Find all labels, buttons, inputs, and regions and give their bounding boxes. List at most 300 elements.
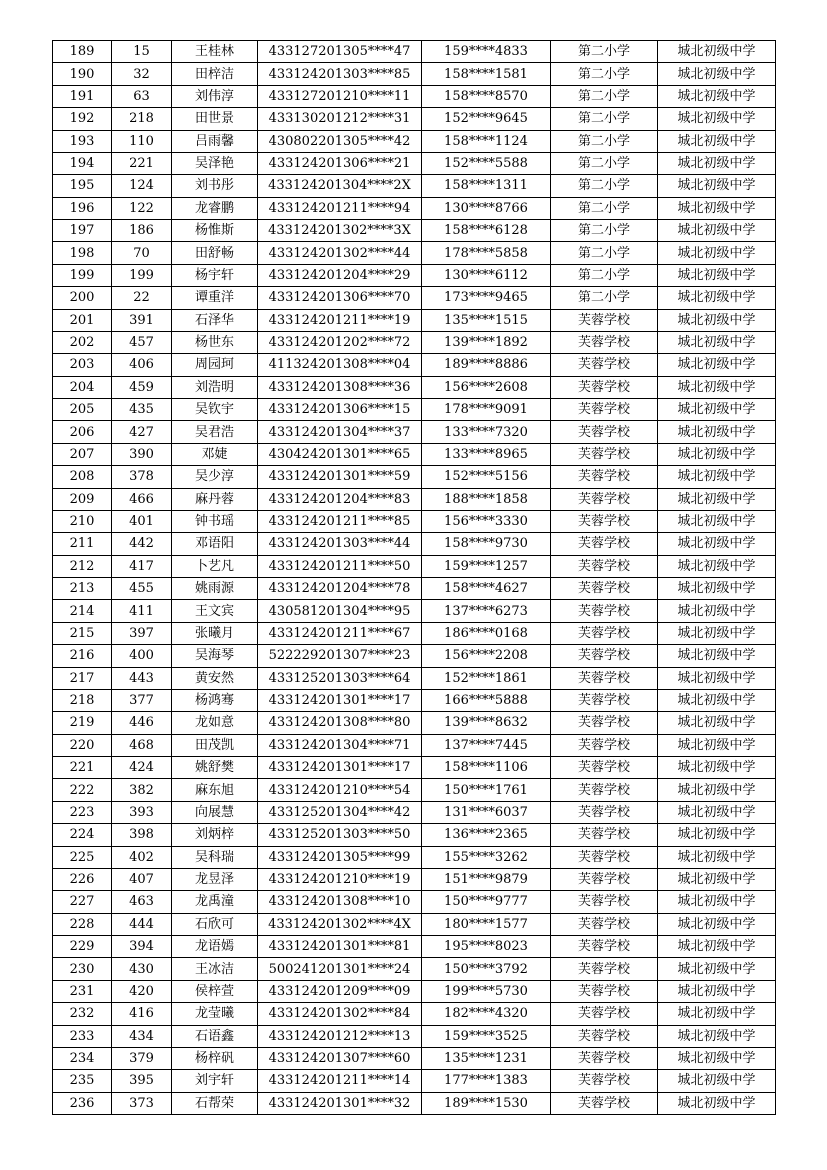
name-cell: 刘书彤: [172, 175, 258, 197]
student-number-cell: 391: [112, 309, 172, 331]
phone-cell: 137****6273: [422, 600, 551, 622]
primary-school-cell: 第二小学: [551, 220, 658, 242]
student-number-cell: 70: [112, 242, 172, 264]
phone-cell: 130****8766: [422, 197, 551, 219]
assigned-middle-school-cell: 城北初级中学: [658, 63, 776, 85]
row-number-cell: 221: [53, 757, 112, 779]
student-number-cell: 394: [112, 936, 172, 958]
table-row: [53, 824, 776, 846]
row-number-cell: 190: [53, 63, 112, 85]
id-number-cell: 430424201301****65: [258, 443, 422, 465]
phone-cell: 158****9730: [422, 533, 551, 555]
name-cell: 田梓洁: [172, 63, 258, 85]
row-number-cell: 235: [53, 1070, 112, 1092]
row-number-cell: 213: [53, 578, 112, 600]
assigned-middle-school-cell: 城北初级中学: [658, 734, 776, 756]
name-cell: 龙睿鹏: [172, 197, 258, 219]
phone-cell: 156****2608: [422, 376, 551, 398]
assigned-middle-school-cell: 城北初级中学: [658, 130, 776, 152]
assigned-middle-school-cell: 城北初级中学: [658, 197, 776, 219]
name-cell: 刘浩明: [172, 376, 258, 398]
row-number-cell: 209: [53, 488, 112, 510]
name-cell: 杨梓矾: [172, 1047, 258, 1069]
id-number-cell: 430581201304****95: [258, 600, 422, 622]
table-row: [53, 466, 776, 488]
table-row: [53, 846, 776, 868]
assigned-middle-school-cell: 城北初级中学: [658, 443, 776, 465]
primary-school-cell: 芙蓉学校: [551, 757, 658, 779]
name-cell: 龙莹曦: [172, 1003, 258, 1025]
phone-cell: 152****5156: [422, 466, 551, 488]
id-number-cell: 433127201305****47: [258, 41, 422, 63]
row-number-cell: 217: [53, 667, 112, 689]
table-row: [53, 600, 776, 622]
table-row: [53, 264, 776, 286]
student-number-cell: 402: [112, 846, 172, 868]
row-number-cell: 215: [53, 622, 112, 644]
name-cell: 吴君浩: [172, 421, 258, 443]
table-row: [53, 63, 776, 85]
phone-cell: 150****3792: [422, 958, 551, 980]
assigned-middle-school-cell: 城北初级中学: [658, 41, 776, 63]
table-row: [53, 667, 776, 689]
assigned-middle-school-cell: 城北初级中学: [658, 533, 776, 555]
student-number-cell: 466: [112, 488, 172, 510]
id-number-cell: 433124201211****67: [258, 622, 422, 644]
student-number-cell: 390: [112, 443, 172, 465]
assigned-middle-school-cell: 城北初级中学: [658, 1047, 776, 1069]
phone-cell: 135****1515: [422, 309, 551, 331]
id-number-cell: 411324201308****04: [258, 354, 422, 376]
student-number-cell: 22: [112, 287, 172, 309]
primary-school-cell: 芙蓉学校: [551, 331, 658, 353]
phone-cell: 199****5730: [422, 980, 551, 1002]
student-number-cell: 468: [112, 734, 172, 756]
name-cell: 吴科瑞: [172, 846, 258, 868]
assigned-middle-school-cell: 城北初级中学: [658, 600, 776, 622]
student-number-cell: 398: [112, 824, 172, 846]
phone-cell: 150****1761: [422, 779, 551, 801]
row-number-cell: 211: [53, 533, 112, 555]
assigned-middle-school-cell: 城北初级中学: [658, 891, 776, 913]
table-row: [53, 1025, 776, 1047]
assigned-middle-school-cell: 城北初级中学: [658, 421, 776, 443]
table-row: [53, 533, 776, 555]
row-number-cell: 206: [53, 421, 112, 443]
row-number-cell: 204: [53, 376, 112, 398]
primary-school-cell: 芙蓉学校: [551, 689, 658, 711]
phone-cell: 152****5588: [422, 152, 551, 174]
row-number-cell: 229: [53, 936, 112, 958]
id-number-cell: 433124201303****44: [258, 533, 422, 555]
phone-cell: 158****1106: [422, 757, 551, 779]
id-number-cell: 433124201308****80: [258, 712, 422, 734]
id-number-cell: 500241201301****24: [258, 958, 422, 980]
student-number-cell: 401: [112, 510, 172, 532]
name-cell: 石泽华: [172, 309, 258, 331]
phone-cell: 158****4627: [422, 578, 551, 600]
phone-cell: 182****4320: [422, 1003, 551, 1025]
row-number-cell: 200: [53, 287, 112, 309]
table-row: [53, 488, 776, 510]
primary-school-cell: 芙蓉学校: [551, 868, 658, 890]
table-row: [53, 421, 776, 443]
table-row: [53, 868, 776, 890]
table-row: [53, 152, 776, 174]
student-number-cell: 459: [112, 376, 172, 398]
student-number-cell: 424: [112, 757, 172, 779]
phone-cell: 139****8632: [422, 712, 551, 734]
primary-school-cell: 芙蓉学校: [551, 645, 658, 667]
assigned-middle-school-cell: 城北初级中学: [658, 645, 776, 667]
table-row: [53, 242, 776, 264]
primary-school-cell: 芙蓉学校: [551, 510, 658, 532]
id-number-cell: 433124201301****32: [258, 1092, 422, 1114]
assigned-middle-school-cell: 城北初级中学: [658, 376, 776, 398]
student-number-cell: 63: [112, 85, 172, 107]
id-number-cell: 433127201210****11: [258, 85, 422, 107]
primary-school-cell: 芙蓉学校: [551, 399, 658, 421]
assigned-middle-school-cell: 城北初级中学: [658, 667, 776, 689]
id-number-cell: 522229201307****23: [258, 645, 422, 667]
student-number-cell: 199: [112, 264, 172, 286]
name-cell: 龙如意: [172, 712, 258, 734]
phone-cell: 158****1581: [422, 63, 551, 85]
row-number-cell: 199: [53, 264, 112, 286]
id-number-cell: 433124201211****19: [258, 309, 422, 331]
name-cell: 邓语阳: [172, 533, 258, 555]
name-cell: 王桂林: [172, 41, 258, 63]
row-number-cell: 205: [53, 399, 112, 421]
table-row: [53, 936, 776, 958]
assigned-middle-school-cell: 城北初级中学: [658, 913, 776, 935]
phone-cell: 159****3525: [422, 1025, 551, 1047]
table-row: [53, 1003, 776, 1025]
phone-cell: 188****1858: [422, 488, 551, 510]
name-cell: 吴海琴: [172, 645, 258, 667]
name-cell: 龙语嫣: [172, 936, 258, 958]
assigned-middle-school-cell: 城北初级中学: [658, 220, 776, 242]
primary-school-cell: 芙蓉学校: [551, 980, 658, 1002]
assigned-middle-school-cell: 城北初级中学: [658, 712, 776, 734]
student-number-cell: 373: [112, 1092, 172, 1114]
table-row: [53, 622, 776, 644]
assigned-middle-school-cell: 城北初级中学: [658, 1092, 776, 1114]
assigned-middle-school-cell: 城北初级中学: [658, 108, 776, 130]
id-number-cell: 433124201308****10: [258, 891, 422, 913]
assigned-middle-school-cell: 城北初级中学: [658, 824, 776, 846]
id-number-cell: 433124201212****13: [258, 1025, 422, 1047]
table-row: [53, 399, 776, 421]
table-row: [53, 85, 776, 107]
student-number-cell: 124: [112, 175, 172, 197]
name-cell: 麻丹蓉: [172, 488, 258, 510]
row-number-cell: 236: [53, 1092, 112, 1114]
table-row: [53, 354, 776, 376]
student-number-cell: 378: [112, 466, 172, 488]
name-cell: 杨宇轩: [172, 264, 258, 286]
table-row: [53, 376, 776, 398]
assigned-middle-school-cell: 城北初级中学: [658, 555, 776, 577]
student-number-cell: 379: [112, 1047, 172, 1069]
row-number-cell: 224: [53, 824, 112, 846]
primary-school-cell: 第二小学: [551, 130, 658, 152]
row-number-cell: 193: [53, 130, 112, 152]
row-number-cell: 201: [53, 309, 112, 331]
id-number-cell: 433124201210****19: [258, 868, 422, 890]
name-cell: 龙禹潼: [172, 891, 258, 913]
id-number-cell: 433124201211****14: [258, 1070, 422, 1092]
primary-school-cell: 第二小学: [551, 197, 658, 219]
id-number-cell: 433124201302****44: [258, 242, 422, 264]
assigned-middle-school-cell: 城北初级中学: [658, 801, 776, 823]
id-number-cell: 433124201304****37: [258, 421, 422, 443]
row-number-cell: 198: [53, 242, 112, 264]
name-cell: 田茂凯: [172, 734, 258, 756]
primary-school-cell: 芙蓉学校: [551, 309, 658, 331]
primary-school-cell: 芙蓉学校: [551, 421, 658, 443]
name-cell: 姚雨源: [172, 578, 258, 600]
student-number-cell: 463: [112, 891, 172, 913]
id-number-cell: 433124201211****85: [258, 510, 422, 532]
assigned-middle-school-cell: 城北初级中学: [658, 846, 776, 868]
row-number-cell: 192: [53, 108, 112, 130]
phone-cell: 139****1892: [422, 331, 551, 353]
row-number-cell: 234: [53, 1047, 112, 1069]
row-number-cell: 230: [53, 958, 112, 980]
name-cell: 吕雨馨: [172, 130, 258, 152]
table-row: [53, 1070, 776, 1092]
assigned-middle-school-cell: 城北初级中学: [658, 868, 776, 890]
primary-school-cell: 芙蓉学校: [551, 958, 658, 980]
student-number-cell: 218: [112, 108, 172, 130]
student-number-cell: 407: [112, 868, 172, 890]
id-number-cell: 433125201303****50: [258, 824, 422, 846]
name-cell: 龙昱泽: [172, 868, 258, 890]
table-row: [53, 130, 776, 152]
phone-cell: 178****5858: [422, 242, 551, 264]
primary-school-cell: 芙蓉学校: [551, 622, 658, 644]
phone-cell: 156****2208: [422, 645, 551, 667]
name-cell: 吴泽艳: [172, 152, 258, 174]
table-row: [53, 891, 776, 913]
assigned-middle-school-cell: 城北初级中学: [658, 466, 776, 488]
primary-school-cell: 芙蓉学校: [551, 376, 658, 398]
row-number-cell: 214: [53, 600, 112, 622]
roster-table: [52, 40, 776, 1115]
student-number-cell: 406: [112, 354, 172, 376]
roster-table-body: [53, 41, 776, 1115]
phone-cell: 158****6128: [422, 220, 551, 242]
phone-cell: 137****7445: [422, 734, 551, 756]
primary-school-cell: 第二小学: [551, 242, 658, 264]
student-number-cell: 122: [112, 197, 172, 219]
table-row: [53, 175, 776, 197]
student-number-cell: 434: [112, 1025, 172, 1047]
row-number-cell: 223: [53, 801, 112, 823]
name-cell: 田世景: [172, 108, 258, 130]
id-number-cell: 433124201306****21: [258, 152, 422, 174]
phone-cell: 159****1257: [422, 555, 551, 577]
primary-school-cell: 第二小学: [551, 175, 658, 197]
table-row: [53, 443, 776, 465]
phone-cell: 173****9465: [422, 287, 551, 309]
row-number-cell: 222: [53, 779, 112, 801]
primary-school-cell: 第二小学: [551, 264, 658, 286]
primary-school-cell: 第二小学: [551, 63, 658, 85]
assigned-middle-school-cell: 城北初级中学: [658, 958, 776, 980]
row-number-cell: 220: [53, 734, 112, 756]
assigned-middle-school-cell: 城北初级中学: [658, 399, 776, 421]
assigned-middle-school-cell: 城北初级中学: [658, 980, 776, 1002]
id-number-cell: 433124201301****17: [258, 757, 422, 779]
phone-cell: 186****0168: [422, 622, 551, 644]
table-row: [53, 689, 776, 711]
primary-school-cell: 芙蓉学校: [551, 913, 658, 935]
primary-school-cell: 芙蓉学校: [551, 1070, 658, 1092]
name-cell: 谭重洋: [172, 287, 258, 309]
primary-school-cell: 芙蓉学校: [551, 712, 658, 734]
assigned-middle-school-cell: 城北初级中学: [658, 331, 776, 353]
id-number-cell: 433124201302****4X: [258, 913, 422, 935]
table-row: [53, 41, 776, 63]
student-number-cell: 400: [112, 645, 172, 667]
assigned-middle-school-cell: 城北初级中学: [658, 578, 776, 600]
phone-cell: 189****8886: [422, 354, 551, 376]
name-cell: 张曦月: [172, 622, 258, 644]
phone-cell: 131****6037: [422, 801, 551, 823]
name-cell: 吴钦宇: [172, 399, 258, 421]
student-number-cell: 442: [112, 533, 172, 555]
row-number-cell: 218: [53, 689, 112, 711]
phone-cell: 155****3262: [422, 846, 551, 868]
name-cell: 杨世东: [172, 331, 258, 353]
assigned-middle-school-cell: 城北初级中学: [658, 152, 776, 174]
student-number-cell: 393: [112, 801, 172, 823]
id-number-cell: 433124201307****60: [258, 1047, 422, 1069]
primary-school-cell: 芙蓉学校: [551, 466, 658, 488]
primary-school-cell: 芙蓉学校: [551, 891, 658, 913]
phone-cell: 152****1861: [422, 667, 551, 689]
name-cell: 向展慧: [172, 801, 258, 823]
primary-school-cell: 芙蓉学校: [551, 1047, 658, 1069]
assigned-middle-school-cell: 城北初级中学: [658, 85, 776, 107]
id-number-cell: 430802201305****42: [258, 130, 422, 152]
phone-cell: 180****1577: [422, 913, 551, 935]
row-number-cell: 233: [53, 1025, 112, 1047]
primary-school-cell: 芙蓉学校: [551, 779, 658, 801]
id-number-cell: 433124201301****81: [258, 936, 422, 958]
row-number-cell: 232: [53, 1003, 112, 1025]
primary-school-cell: 第二小学: [551, 287, 658, 309]
student-number-cell: 430: [112, 958, 172, 980]
name-cell: 侯梓萱: [172, 980, 258, 1002]
assigned-middle-school-cell: 城北初级中学: [658, 309, 776, 331]
phone-cell: 158****1124: [422, 130, 551, 152]
table-row: [53, 801, 776, 823]
student-number-cell: 416: [112, 1003, 172, 1025]
row-number-cell: 216: [53, 645, 112, 667]
table-row: [53, 108, 776, 130]
row-number-cell: 208: [53, 466, 112, 488]
name-cell: 杨惟斯: [172, 220, 258, 242]
primary-school-cell: 芙蓉学校: [551, 1003, 658, 1025]
student-number-cell: 186: [112, 220, 172, 242]
phone-cell: 159****4833: [422, 41, 551, 63]
student-number-cell: 443: [112, 667, 172, 689]
id-number-cell: 433124201303****85: [258, 63, 422, 85]
primary-school-cell: 芙蓉学校: [551, 533, 658, 555]
phone-cell: 151****9879: [422, 868, 551, 890]
id-number-cell: 433124201306****15: [258, 399, 422, 421]
table-row: [53, 958, 776, 980]
name-cell: 刘炳梓: [172, 824, 258, 846]
name-cell: 邓婕: [172, 443, 258, 465]
id-number-cell: 433124201202****72: [258, 331, 422, 353]
table-row: [53, 779, 776, 801]
row-number-cell: 195: [53, 175, 112, 197]
row-number-cell: 189: [53, 41, 112, 63]
phone-cell: 166****5888: [422, 689, 551, 711]
student-number-cell: 221: [112, 152, 172, 174]
name-cell: 石欣可: [172, 913, 258, 935]
assigned-middle-school-cell: 城北初级中学: [658, 1070, 776, 1092]
id-number-cell: 433130201212****31: [258, 108, 422, 130]
id-number-cell: 433124201308****36: [258, 376, 422, 398]
primary-school-cell: 芙蓉学校: [551, 488, 658, 510]
phone-cell: 152****9645: [422, 108, 551, 130]
primary-school-cell: 芙蓉学校: [551, 1092, 658, 1114]
name-cell: 黄安然: [172, 667, 258, 689]
assigned-middle-school-cell: 城北初级中学: [658, 936, 776, 958]
assigned-middle-school-cell: 城北初级中学: [658, 175, 776, 197]
table-row: [53, 220, 776, 242]
name-cell: 麻东旭: [172, 779, 258, 801]
phone-cell: 177****1383: [422, 1070, 551, 1092]
row-number-cell: 212: [53, 555, 112, 577]
primary-school-cell: 第二小学: [551, 152, 658, 174]
row-number-cell: 196: [53, 197, 112, 219]
primary-school-cell: 芙蓉学校: [551, 578, 658, 600]
student-number-cell: 427: [112, 421, 172, 443]
id-number-cell: 433125201303****64: [258, 667, 422, 689]
id-number-cell: 433124201304****2X: [258, 175, 422, 197]
id-number-cell: 433124201204****29: [258, 264, 422, 286]
primary-school-cell: 第二小学: [551, 108, 658, 130]
id-number-cell: 433125201304****42: [258, 801, 422, 823]
row-number-cell: 226: [53, 868, 112, 890]
name-cell: 石语鑫: [172, 1025, 258, 1047]
table-row: [53, 757, 776, 779]
primary-school-cell: 芙蓉学校: [551, 734, 658, 756]
primary-school-cell: 芙蓉学校: [551, 667, 658, 689]
name-cell: 卜艺凡: [172, 555, 258, 577]
student-number-cell: 435: [112, 399, 172, 421]
id-number-cell: 433124201302****84: [258, 1003, 422, 1025]
phone-cell: 195****8023: [422, 936, 551, 958]
name-cell: 刘宇轩: [172, 1070, 258, 1092]
table-row: [53, 331, 776, 353]
assigned-middle-school-cell: 城北初级中学: [658, 1025, 776, 1047]
primary-school-cell: 芙蓉学校: [551, 443, 658, 465]
student-number-cell: 395: [112, 1070, 172, 1092]
student-number-cell: 110: [112, 130, 172, 152]
row-number-cell: 227: [53, 891, 112, 913]
phone-cell: 136****2365: [422, 824, 551, 846]
id-number-cell: 433124201210****54: [258, 779, 422, 801]
id-number-cell: 433124201204****83: [258, 488, 422, 510]
name-cell: 姚舒樊: [172, 757, 258, 779]
